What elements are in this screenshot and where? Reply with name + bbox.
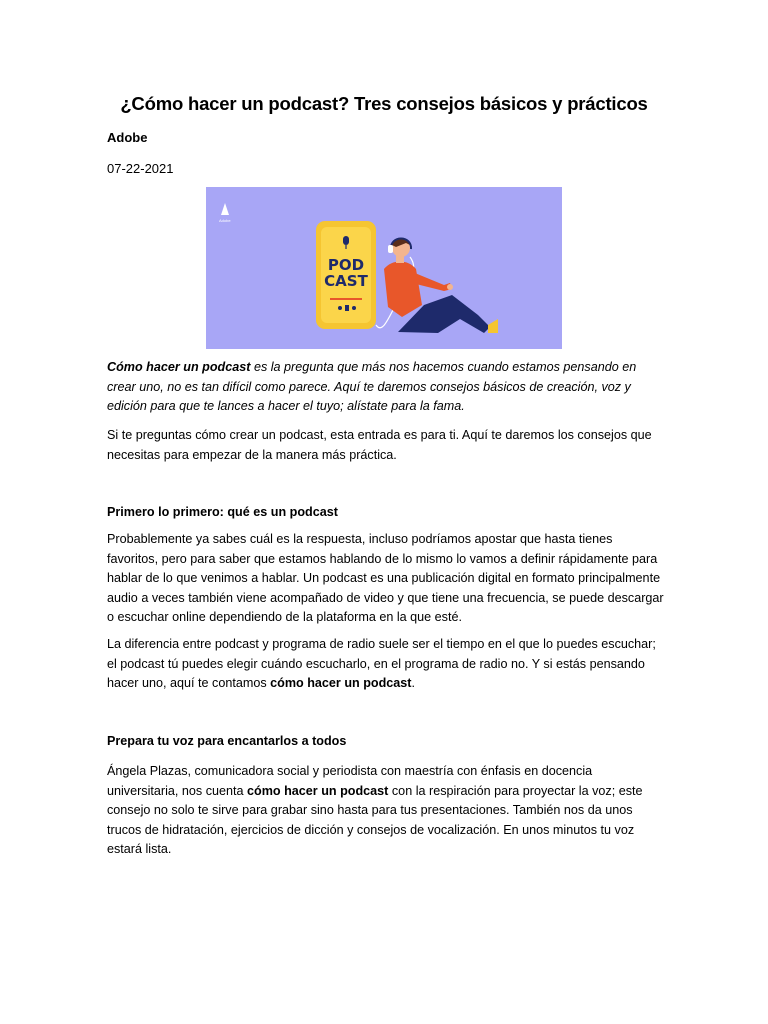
paragraph-1: Si te preguntas cómo crear un podcast, esta entrada es para ti. Aquí te daremos los consejos que necesitas para empezar de la manera más práctica.: [107, 428, 652, 462]
phone-icon: [316, 221, 376, 329]
section-1-paragraph-1: Probablemente ya sabes cuál es la respuesta, incluso podríamos apostar que hasta tienes favoritos, pero para saber que estamos hablando de lo mismo lo vamos a definir rápidamente para hablar de lo que venimos a hablar. Un podcast es una publicación digital en formato principalmente audio a veces también viene acompañado de video y que tiene una frecuencia, se puede descargar o escuchar online dependiendo de la plataforma en la que esté.: [107, 532, 664, 624]
phone-text-cast: CAST: [324, 272, 368, 290]
section-1-paragraph-2: [107, 635, 667, 694]
podcast-illustration: [206, 187, 562, 349]
intro-lead: Cómo hacer un podcast: [107, 360, 251, 374]
podcast-link[interactable]: cómo hacer un podcast: [270, 676, 412, 690]
section-2-paragraph-start: Ángela Plazas, comunicadora social y periodista con maestría con énfasis en docencia universitaria, nos cuenta: [107, 764, 593, 798]
article-date: 07-22-2021: [107, 161, 174, 176]
adobe-logo-text: Adobe: [219, 218, 231, 223]
hero-illustration: [206, 187, 562, 349]
intro-paragraph: [107, 358, 667, 417]
phone-text-pod: POD: [327, 256, 365, 274]
section-heading-1: Primero lo primero: qué es un podcast: [107, 505, 338, 519]
section-2-paragraph-end: con la respiración para proyectar la voz; este consejo no solo te sirve para grabar sino hasta para tus presentaciones. También nos da unos trucos de hidratación, ejercicios de dicción y consejos de vocalización. En unos minutos tu voz estará lista.: [107, 783, 643, 856]
section-1-paragraph-2-end: .: [411, 676, 415, 690]
intro-rest: es la pregunta que más nos hacemos cuando estamos pensando en crear uno, no es tan difícil como parece. Aquí te daremos consejos básicos de creación, voz y edición para que te lances a hacer el tuyo; alístate para la fama.: [107, 360, 637, 413]
section-2-bold-phrase: cómo hacer un podcast: [247, 783, 389, 798]
section-heading-2: Prepara tu voz para encantarlos a todos: [107, 734, 347, 748]
section-2-paragraph: [107, 762, 667, 860]
article-author: Adobe: [107, 130, 148, 145]
article-title: ¿Cómo hacer un podcast? Tres consejos básicos y prácticos: [120, 93, 648, 114]
section-1-paragraph-2-text: La diferencia entre podcast y programa de radio suele ser el tiempo en el que lo puedes escuchar; el podcast tú puedes elegir cuándo escucharlo, en el programa de radio no. Y si estás pensando hacer uno, aquí te contamos: [107, 637, 656, 690]
